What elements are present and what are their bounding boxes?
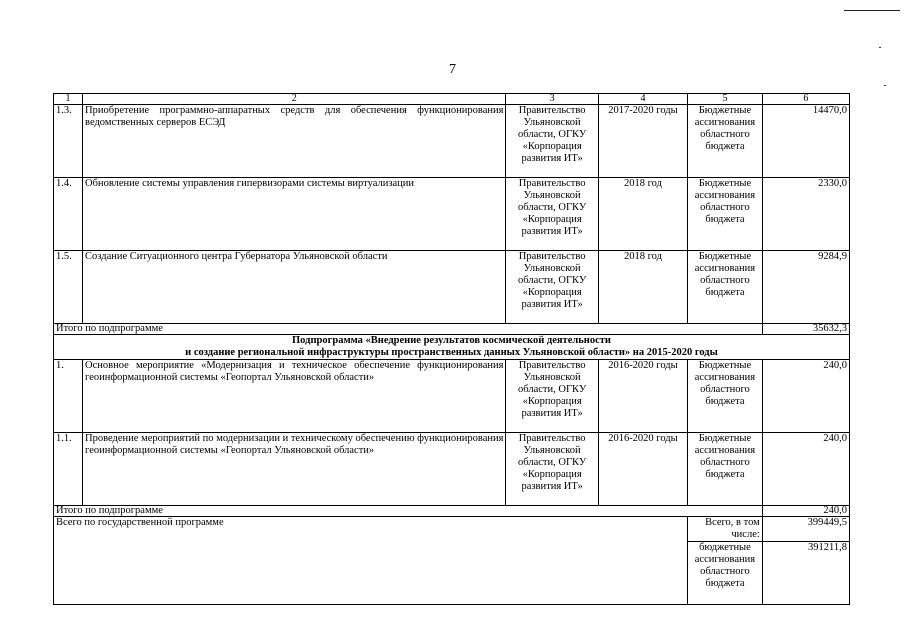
grand-total-label: Всего по государственной программе [54,517,688,605]
executor: Правительство Ульяновской области, ОГКУ «Корпорация развития ИТ» [506,433,598,506]
activity-name: Создание Ситуационного центра Губернатора Ульяновской области [83,251,506,324]
grand-total-all-amount: 399449,5 [762,517,849,542]
period: 2016-2020 годы [598,360,687,433]
executor: Правительство Ульяновской области, ОГКУ «Корпорация развития ИТ» [506,105,598,178]
column-header: 6 [762,94,849,105]
grand-total-row [54,517,850,542]
activity-name: Приобретение программно-аппаратных средств для обеспечения функционирования ведомственных серверов ЕСЭД [83,105,506,178]
table-row [54,178,850,251]
subtotal-row [54,506,850,517]
table-row [54,360,850,433]
executor: Правительство Ульяновской области, ОГКУ «Корпорация развития ИТ» [506,178,598,251]
funding-source: Бюджетные ассигнования областного бюджета [688,360,763,433]
scan-speck [884,85,886,86]
table-row [54,251,850,324]
subprogram-title-line1: Подпрограмма «Внедрение результатов космической деятельности [292,335,611,346]
program-table [53,93,850,605]
period: 2018 год [598,251,687,324]
period: 2017-2020 годы [598,105,687,178]
scan-edge-line [844,10,900,11]
column-header: 2 [83,94,506,105]
activity-name: Основное мероприятие «Модернизация и техническое обеспечение функционирования геоинформационной системы «Геопортал Ульяновской области» [83,360,506,433]
table-row [54,433,850,506]
grand-total-budget-label: бюджетные ассигнования областного бюджета [688,542,763,605]
amount: 240,0 [762,360,849,433]
row-number: 1.1. [54,433,83,506]
amount: 240,0 [762,433,849,506]
row-number: 1. [54,360,83,433]
subprogram-title-row [54,335,850,360]
column-header: 3 [506,94,598,105]
activity-name: Обновление системы управления гипервизорами системы виртуализации [83,178,506,251]
column-header: 4 [598,94,687,105]
subtotal-row [54,324,850,335]
row-number: 1.5. [54,251,83,324]
column-header: 5 [688,94,763,105]
table-row [54,105,850,178]
funding-source: Бюджетные ассигнования областного бюджета [688,105,763,178]
scan-speck [879,47,881,48]
executor: Правительство Ульяновской области, ОГКУ «Корпорация развития ИТ» [506,251,598,324]
grand-total-budget-amount: 391211,8 [762,542,849,605]
funding-source: Бюджетные ассигнования областного бюджета [688,178,763,251]
amount: 14470,0 [762,105,849,178]
amount: 2330,0 [762,178,849,251]
subtotal-amount: 240,0 [762,506,849,517]
column-number-row [54,94,850,105]
subtotal-label: Итого по подпрограмме [54,506,763,517]
grand-total-all-label: Всего, в том числе: [688,517,763,542]
row-number: 1.4. [54,178,83,251]
activity-name: Проведение мероприятий по модернизации и техническому обеспечению функционирования геоинформационной системы «Геопортал Ульяновской области» [83,433,506,506]
subprogram-title-line2: и создание региональной инфраструктуры пространственных данных Ульяновской области» на 2015-2020 годы [185,347,718,358]
subtotal-label: Итого по подпрограмме [54,324,763,335]
funding-source: Бюджетные ассигнования областного бюджета [688,433,763,506]
page-number: 7 [449,62,456,77]
column-header: 1 [54,94,83,105]
period: 2018 год [598,178,687,251]
period: 2016-2020 годы [598,433,687,506]
amount: 9284,9 [762,251,849,324]
funding-source: Бюджетные ассигнования областного бюджета [688,251,763,324]
row-number: 1.3. [54,105,83,178]
executor: Правительство Ульяновской области, ОГКУ «Корпорация развития ИТ» [506,360,598,433]
subprogram-title [54,335,850,360]
subtotal-amount: 35632,3 [762,324,849,335]
